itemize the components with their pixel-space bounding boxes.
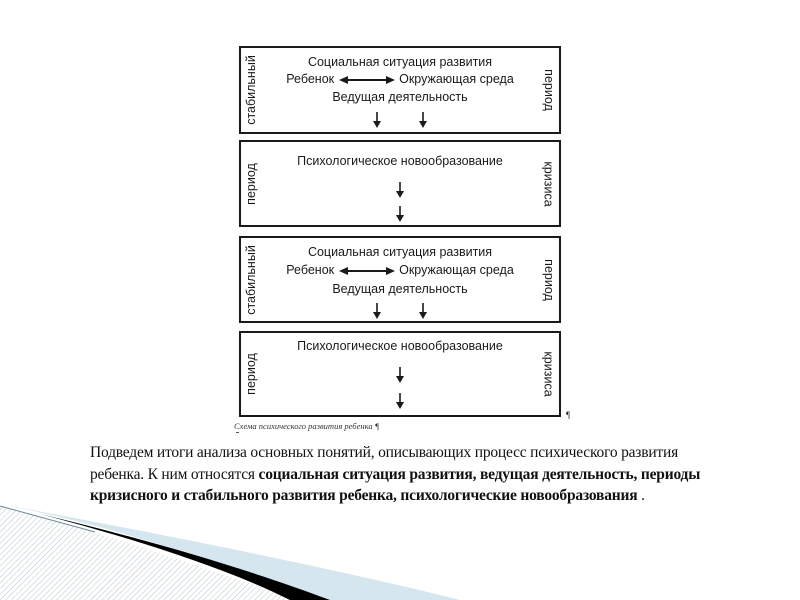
arrow-down-icon bbox=[372, 303, 382, 319]
summary-key-concepts: социальная ситуация развития, ведущая деятельность, периоды кризисного и стабильного развития ребенка, психологические новообразования bbox=[90, 465, 701, 504]
arrow-down-icon bbox=[395, 367, 405, 383]
stable-period-box-2 bbox=[239, 236, 561, 323]
child-label: Ребенок bbox=[286, 263, 335, 277]
child-environment-row bbox=[241, 263, 559, 277]
summary-intro: Подведем итоги анализа основных понятий, описывающих процесс психического развития ребенка. К ним относятся bbox=[90, 444, 679, 483]
left-label: стабильный bbox=[244, 55, 259, 125]
right-label: кризиса bbox=[542, 351, 557, 397]
psych-neoformation-label: Психологическое новообразование bbox=[297, 154, 503, 168]
social-situation-label: Социальная ситуация развития bbox=[307, 245, 493, 259]
environment-label: Окружающая среда bbox=[399, 72, 514, 86]
environment-label: Окружающая среда bbox=[399, 263, 514, 277]
stable-period-box-1 bbox=[239, 46, 561, 134]
child-label: Ребенок bbox=[286, 72, 335, 86]
right-label: период bbox=[542, 258, 557, 301]
double-arrow-icon bbox=[339, 75, 395, 85]
right-label: период bbox=[542, 69, 557, 111]
decorative-swoosh bbox=[0, 490, 800, 600]
social-situation-label: Социальная ситуация развития bbox=[307, 55, 493, 69]
right-label: кризиса bbox=[542, 160, 557, 207]
arrow-down-icon bbox=[395, 393, 405, 409]
pilcrow-mark: ¶ bbox=[566, 410, 571, 420]
left-label: стабильный bbox=[244, 244, 259, 315]
left-label: период bbox=[244, 353, 259, 395]
left-label: период bbox=[244, 162, 259, 205]
child-environment-row bbox=[241, 72, 559, 86]
arrow-down-icon bbox=[395, 206, 405, 222]
crisis-period-box-1 bbox=[239, 140, 561, 227]
diagram-caption: Схема психического развития ребенка ¶ bbox=[234, 421, 380, 431]
arrow-down-icon bbox=[418, 303, 428, 319]
psych-neoformation-label: Психологическое новообразование bbox=[297, 339, 503, 353]
leading-activity-label: Ведущая деятельность bbox=[332, 90, 468, 104]
arrow-down-icon bbox=[395, 182, 405, 198]
crisis-period-box-2 bbox=[239, 331, 561, 417]
double-arrow-icon bbox=[339, 266, 395, 276]
leading-activity-label: Ведущая деятельность bbox=[332, 282, 468, 296]
caption-tick bbox=[236, 432, 239, 433]
summary-end: . bbox=[637, 487, 645, 504]
arrow-down-icon bbox=[418, 112, 428, 128]
arrow-down-icon bbox=[372, 112, 382, 128]
